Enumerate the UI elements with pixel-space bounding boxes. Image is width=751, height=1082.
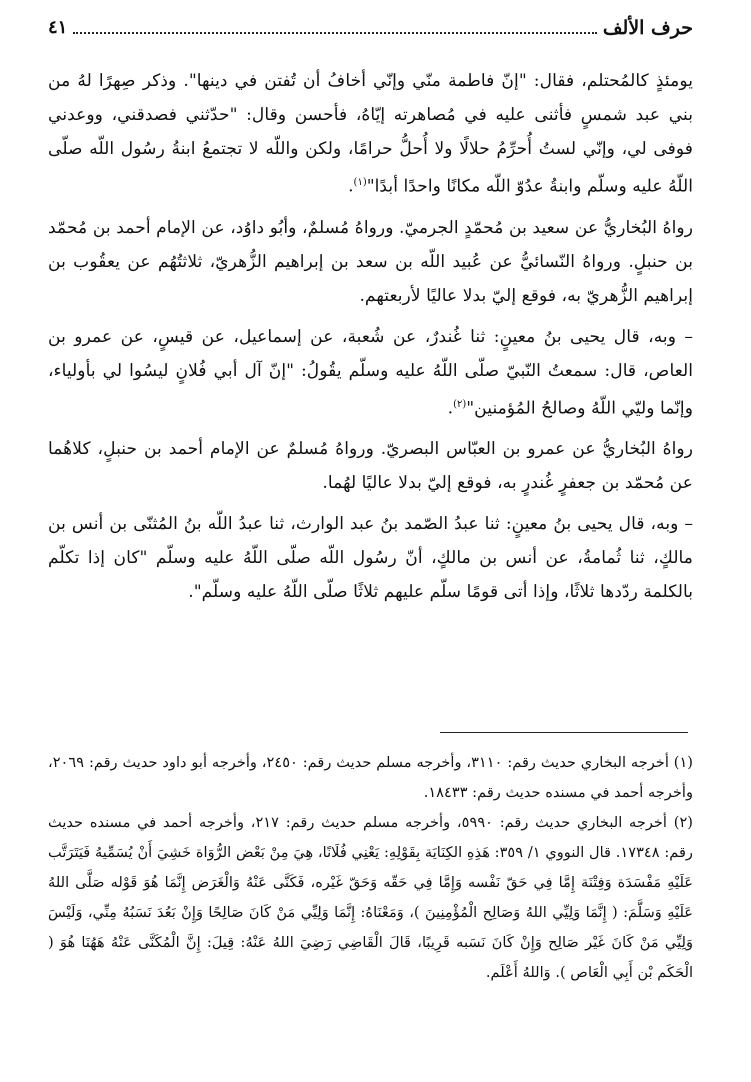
footnote-ref[interactable]: (٢) [453, 398, 467, 410]
footnote: (٢) أخرجه البخاري حديث رقم: ٥٩٩٠، وأخرجه مسلم حديث رقم: ٢١٧، وأخرجه أحمد في مسنده حديث رقم: ١٧٣٤٨. قال النووي ١/ ٣٥٩: هَذِهِ الكِنَايَة بِقَوْلِهِ: يَعْنِي فُلَانًا، هِيَ مِنْ بَعْض الرُّوَاة خَشِيَ أَنْ يُسَمِّيهُ فَيَتَرَتَّب عَلَيْهِ مَفْسَدَة وَفِتْنَة إِمَّا فِي حَقّ نَفْسه وَإِمَّا فِي حَقّه وَحَقّ غَيْره، فَكَنَّى عَنْهُ وَالْغَرَض إِنَّمَا هُوَ قَوْله صَلَّى اللهُ عَلَيْهِ وَسَلَّمَ: ( إِنَّمَا وَلِيِّي اللهُ وَصَالِح الْمُؤْمِنِينَ )، وَمَعْنَاهُ: إِنَّمَا وَلِيِّي مَنْ كَانَ صَالِحًا وَإِنْ بَعُدَ نَسَبُهُ مِنِّي، وَلَيْسَ وَلِيِّي مَنْ كَانَ غَيْر صَالِح وَإِنْ كَانَ نَسَبه قَرِيبًا، قَالَ الْقَاضِي رَضِيَ اللهُ عَنْهُ: قِيلَ: إِنَّ الْمُكَنَّى عَنْهُ هَهُنَا هُوَ ( الْحَكَم بْن أَبِي الْعَاص ). وَاللهُ أَعْلَم. [48, 814, 693, 981]
paragraph: رواهُ البُخاريُّ عن عمرو بن العبّاس البصريّ. ورواهُ مُسلمٌ عن الإمام أحمد بن حنبلٍ، كلاهُما عن مُحمّد بن جعفرٍ غُندرٍ به، فوقع إليّ بدلا عاليًا لهُما. [48, 439, 693, 494]
paragraph: يومئذٍ كالمُحتلم، فقال: "إنّ فاطمة منّي وإنّي أخافُ أن تُفتن في دينها". وذكر صِهرًا لهُ من بني عبد شمسٍ فأثنى عليه في مُصاهرته إيّاهُ، فأحسن وقال: "حدّثني فصدقني، ووعدني فوفى لي، وإنّي لستُ أُحرِّمُ حلالًا ولا أُحلُّ حرامًا، ولكن واللّه لا تجتمعُ ابنةُ رسُول اللّه صلّى اللّهُ عليه وسلّم وابنةُ عدُوّ اللّه مكانًا واحدًا أبدًا"$^{(١)}$. [48, 71, 693, 197]
header-dotted-leader [73, 32, 597, 34]
footnote: (١) أخرجه البخاري حديث رقم: ٣١١٠، وأخرجه مسلم حديث رقم: ٢٤٥٠، وأخرجه أبو داود حديث رقم: ٢٠٦٩، وأخرجه أحمد في مسنده حديث رقم: ١٨٤٣٣. [48, 754, 693, 801]
paragraph: رواهُ البُخاريُّ عن سعيد بن مُحمّدٍ الجرميّ. ورواهُ مُسلمٌ، وأبُو داوُد، عن الإمام أحمد بن مُحمّد بن حنبلٍ. ورواهُ النّسائيُّ عن عُبيد اللّه بن سعد بن إبراهيم الزُّهريّ، ثلاثتُهُم عن يعقُوب بن إبراهيم الزُّهريّ به، فوقع إليّ بدلا عاليًا لأربعتهم. [48, 217, 693, 306]
paragraph: – وبه، قال يحيى بنُ معينٍ: ثنا غُندرٌ، عن شُعبة، عن إسماعيل، عن قيسٍ، عن عمرو بن العاص، قال: سمعتُ النّبيّ صلّى اللّهُ عليه وسلّم يقُولُ: "إنّ آل أبي فُلانٍ ليسُوا لي بأولياء، وإنّما وليّي اللّهُ وصالحُ المُؤمنين"$^{(٢)}$. [48, 326, 693, 419]
page-number: ٤١ [48, 17, 68, 38]
paragraph: – وبه، قال يحيى بنُ معينٍ: ثنا عبدُ الصّمد بنُ عبد الوارث، ثنا عبدُ اللّه بنُ المُثنّى بن أنس بن مالكٍ، ثنا ثُمامةُ، عن أنس بن مالكٍ، أنّ رسُول اللّه صلّى اللّهُ عليه وسلّم "كان إذا تكلّم بالكلمة ردّدها ثلاثًا، وإذا أتى قومًا سلّم عليهم ثلاثًا صلّى اللّهُ عليه وسلّم". [48, 514, 693, 603]
chapter-title: حرف الألف [602, 17, 693, 39]
page-header [48, 14, 693, 42]
main-text [48, 64, 693, 609]
footnote-divider [440, 732, 688, 733]
footnote-ref[interactable]: (١) [353, 177, 367, 188]
footnotes [48, 748, 693, 988]
